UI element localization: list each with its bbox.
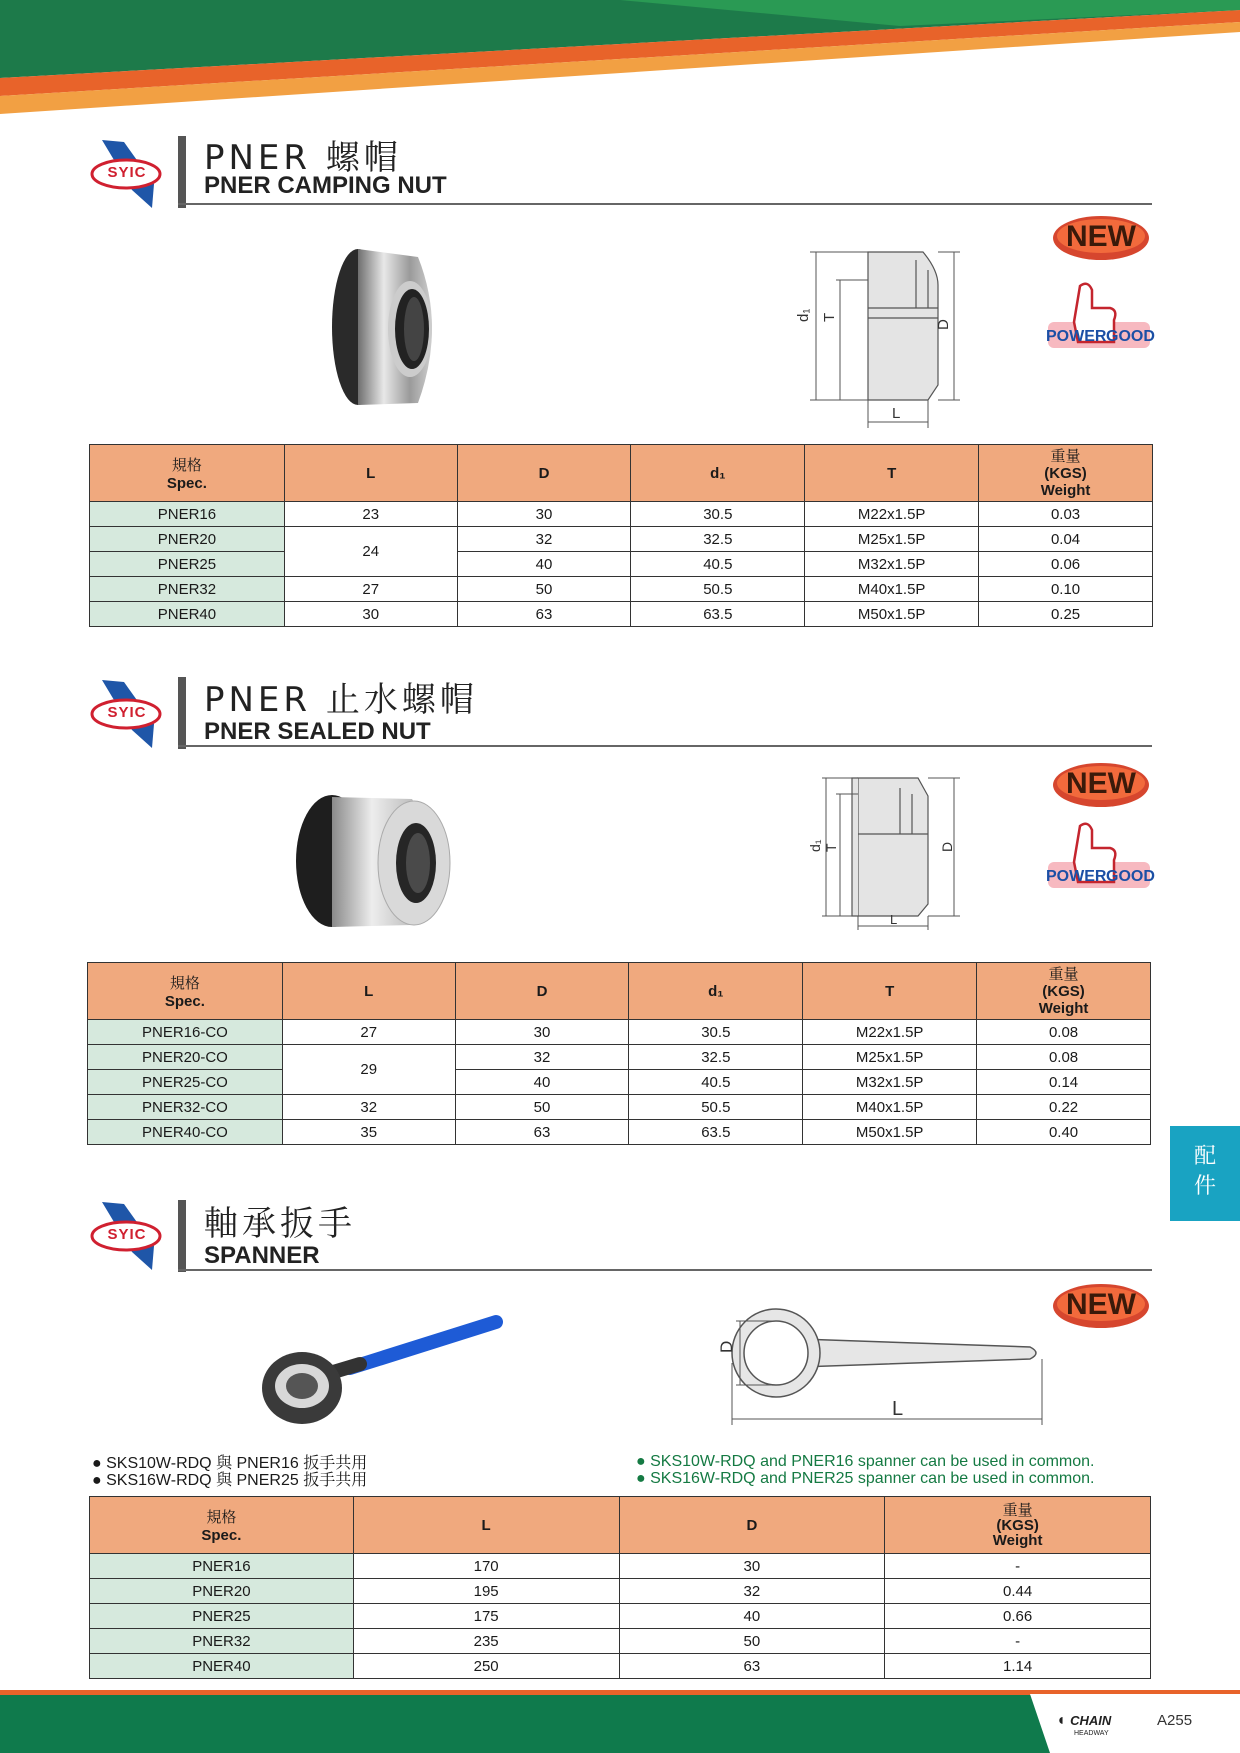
power-good-badge	[1044, 818, 1154, 900]
dim-d-label: D	[935, 319, 952, 330]
table-row: PNER32 235 50 -	[90, 1629, 1151, 1654]
section-title-en: SPANNER	[204, 1242, 320, 1269]
header-weight: 重量 (KGS) Weight	[977, 963, 1151, 1020]
footer-band	[0, 1690, 1240, 1753]
sealed-nut-spec-table	[87, 962, 1151, 1145]
section-divider	[178, 203, 1152, 205]
table-header-row	[88, 963, 1151, 1020]
dim-d-label: D	[939, 841, 955, 852]
section-divider	[178, 1269, 1152, 1271]
table-row: PNER20-CO 29 32 32.5 M25x1.5P 0.08	[88, 1045, 1151, 1070]
spanner-drawing	[700, 1303, 1050, 1428]
section-title-cn: PNER 螺帽	[204, 138, 402, 178]
dim-t-label: T	[821, 312, 838, 322]
table-header-row	[90, 1497, 1151, 1554]
camping-nut-photo	[318, 245, 448, 415]
header-l: L	[282, 963, 455, 1020]
footer-brand-logo: ◖ CHAIN HEADWAY	[1056, 1712, 1112, 1737]
table-row: PNER32 27 50 50.5 M40x1.5P 0.10	[90, 577, 1153, 602]
camping-nut-spec-table	[89, 444, 1153, 627]
good-text: GOOD	[1106, 868, 1155, 885]
table-row: PNER20 195 32 0.44	[90, 1579, 1151, 1604]
title-bar	[178, 1200, 186, 1272]
dim-t-label: T	[823, 843, 839, 852]
header-d1: d₁	[629, 963, 803, 1020]
table-row: PNER40 30 63 63.5 M50x1.5P 0.25	[90, 602, 1153, 627]
syic-logo	[88, 134, 168, 214]
syic-logo	[88, 1196, 168, 1276]
spanner-spec-table	[89, 1496, 1151, 1679]
header-l: L	[284, 445, 457, 502]
power-text: POWER	[1046, 328, 1107, 345]
table-row: PNER32-CO 32 50 50.5 M40x1.5P 0.22	[88, 1095, 1151, 1120]
notes-cn	[92, 1455, 367, 1489]
top-banner	[0, 0, 1240, 120]
good-text: GOOD	[1106, 328, 1155, 345]
dim-d-label: D	[717, 1340, 736, 1353]
new-badge	[1052, 215, 1150, 261]
note-item: ● SKS10W-RDQ and PNER16 spanner can be used in common.	[636, 1453, 1095, 1470]
dim-d1-label: d₁	[795, 308, 812, 322]
side-tab-accessories[interactable]	[1170, 1126, 1240, 1221]
header-d: D	[619, 1497, 885, 1554]
syic-logo	[88, 674, 168, 754]
dim-l-label: L	[892, 1398, 904, 1420]
new-badge-text: NEW	[1066, 767, 1136, 800]
dim-l-label: L	[892, 405, 901, 422]
note-item: ● SKS10W-RDQ 與 PNER16 扳手共用	[92, 1455, 368, 1472]
header-d: D	[455, 963, 629, 1020]
page-number: A255	[1157, 1712, 1193, 1729]
table-row: PNER40-CO 35 63 63.5 M50x1.5P 0.40	[88, 1120, 1151, 1145]
sealed-nut-drawing	[800, 772, 970, 934]
power-text: POWER	[1046, 868, 1107, 885]
new-badge	[1052, 1283, 1150, 1329]
header-weight: 重量 (KGS) Weight	[979, 445, 1153, 502]
header-spec: 規格 Spec.	[88, 963, 283, 1020]
header-l: L	[353, 1497, 619, 1554]
header-weight: 重量 (KGS) Weight	[885, 1497, 1151, 1554]
header-spec: 規格 Spec.	[90, 1497, 354, 1554]
sealed-nut-photo	[290, 785, 460, 935]
table-row: PNER20 24 32 32.5 M25x1.5P 0.04	[90, 527, 1153, 552]
side-tab-char: 配	[1193, 1144, 1216, 1169]
section-title-cn: PNER 止水螺帽	[204, 680, 478, 720]
logo-text: SYIC	[107, 1226, 147, 1243]
notes-en	[636, 1453, 1094, 1487]
section-title-cn: 軸承扳手	[204, 1204, 356, 1244]
table-row: PNER25 40 40.5 M32x1.5P 0.06	[90, 552, 1153, 577]
header-t: T	[805, 445, 979, 502]
new-badge	[1052, 762, 1150, 808]
title-bar	[178, 677, 186, 749]
dim-l-label: L	[890, 912, 898, 927]
footer-brand-sub: HEADWAY	[1074, 1730, 1109, 1737]
table-header-row	[90, 445, 1153, 502]
new-badge-text: NEW	[1066, 1288, 1136, 1321]
spanner-photo	[260, 1308, 510, 1428]
table-row: PNER25 175 40 0.66	[90, 1604, 1151, 1629]
title-bar	[178, 136, 186, 208]
table-row: PNER40 250 63 1.14	[90, 1654, 1151, 1679]
dim-d1-label: d₁	[807, 839, 823, 852]
note-item: ● SKS16W-RDQ 與 PNER25 扳手共用	[92, 1472, 368, 1489]
note-item: ● SKS16W-RDQ and PNER25 spanner can be used in common.	[636, 1470, 1095, 1487]
header-spec: 規格 Spec.	[90, 445, 285, 502]
header-t: T	[803, 963, 977, 1020]
power-good-badge	[1044, 278, 1154, 360]
header-d1: d₁	[631, 445, 805, 502]
side-tab-char: 件	[1193, 1174, 1216, 1199]
section-title-en: PNER CAMPING NUT	[204, 172, 447, 199]
new-badge-text: NEW	[1066, 220, 1136, 253]
camping-nut-drawing	[788, 240, 968, 435]
logo-text: SYIC	[107, 704, 147, 721]
header-d: D	[457, 445, 631, 502]
table-row: PNER16 23 30 30.5 M22x1.5P 0.03	[90, 502, 1153, 527]
table-row: PNER16 170 30 -	[90, 1554, 1151, 1579]
table-row: PNER25-CO 40 40.5 M32x1.5P 0.14	[88, 1070, 1151, 1095]
table-row: PNER16-CO 27 30 30.5 M22x1.5P 0.08	[88, 1020, 1151, 1045]
section-divider	[178, 745, 1152, 747]
section-title-en: PNER SEALED NUT	[204, 718, 431, 745]
logo-text: SYIC	[107, 164, 147, 181]
footer-brand: CHAIN	[1070, 1713, 1112, 1728]
